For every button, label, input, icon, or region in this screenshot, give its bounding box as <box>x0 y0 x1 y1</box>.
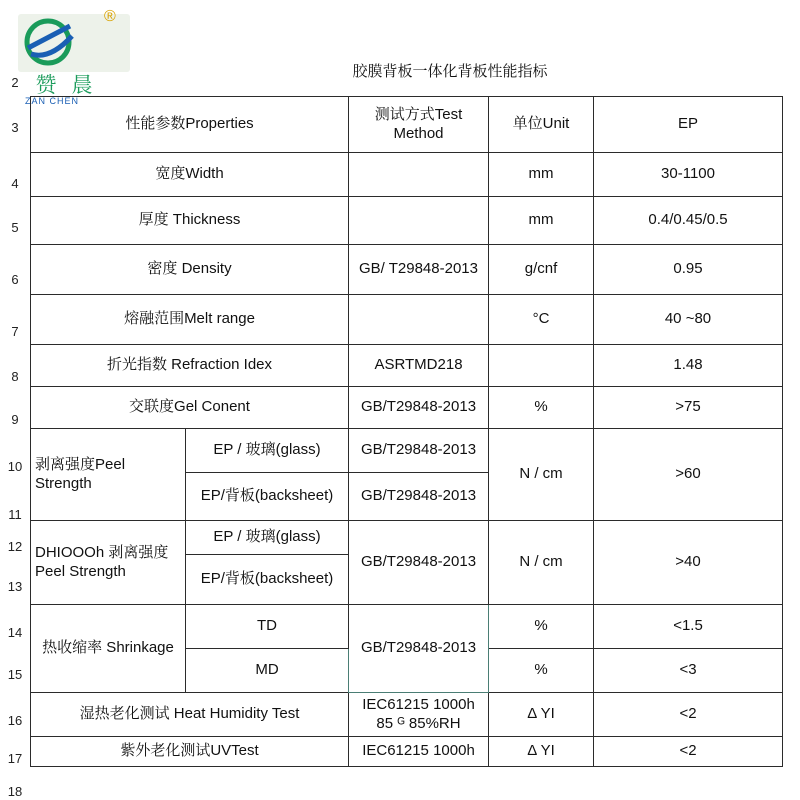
cell-unit: % <box>489 649 594 693</box>
cell-unit: mm <box>489 153 594 197</box>
row-number[interactable]: 8 <box>11 368 19 384</box>
row-number[interactable]: 16 <box>7 712 23 728</box>
header-properties: 性能参数Properties <box>31 97 349 153</box>
cell-ep: 0.95 <box>594 245 783 295</box>
cell-unit: g/cnf <box>489 245 594 295</box>
header-unit: 单位Unit <box>489 97 594 153</box>
cell-ep: 0.4/0.45/0.5 <box>594 197 783 245</box>
cell-unit: % <box>489 605 594 649</box>
cell-method: GB/T29848-2013 <box>349 387 489 429</box>
cell-unit: % <box>489 387 594 429</box>
row-number[interactable]: 13 <box>7 578 23 594</box>
row-number[interactable]: 15 <box>7 666 23 682</box>
row-number[interactable]: 4 <box>11 175 19 191</box>
cell-ep: >75 <box>594 387 783 429</box>
cell-property: 密度 Density <box>31 245 349 295</box>
svg-text:赞: 赞 <box>35 74 57 97</box>
registered-trademark-icon: ® <box>104 8 116 25</box>
cell-property: 熔融范围Melt range <box>31 295 349 345</box>
table-row <box>31 693 783 737</box>
row-number[interactable]: 3 <box>11 119 19 135</box>
row-number[interactable]: 5 <box>11 219 19 235</box>
cell-ep: <2 <box>594 737 783 767</box>
row-number[interactable]: 2 <box>11 74 19 90</box>
cell-subproperty: MD <box>186 649 349 693</box>
cell-property: 厚度 Thickness <box>31 197 349 245</box>
cell-ep: <3 <box>594 649 783 693</box>
cell-unit: N / cm <box>489 521 594 605</box>
table-row <box>31 245 783 295</box>
cell-ep: <1.5 <box>594 605 783 649</box>
cell-method: GB/T29848-2013 <box>349 473 489 521</box>
cell-ep: 40 ~80 <box>594 295 783 345</box>
table-row <box>31 605 783 649</box>
cell-method: IEC61215 1000h <box>349 737 489 767</box>
cell-method: ASRTMD218 <box>349 345 489 387</box>
svg-text:ZAN CHEN: ZAN CHEN <box>24 96 80 106</box>
cell-ep: >60 <box>594 429 783 521</box>
row-number[interactable]: 12 <box>7 538 23 554</box>
row-number[interactable]: 9 <box>11 411 19 427</box>
cell-ep: 30-1100 <box>594 153 783 197</box>
svg-text:晨: 晨 <box>71 74 93 97</box>
cell-method: GB/ T29848-2013 <box>349 245 489 295</box>
table-row <box>31 387 783 429</box>
row-number[interactable]: 11 <box>8 506 22 522</box>
table-row <box>31 153 783 197</box>
cell-unit: Δ YI <box>489 693 594 737</box>
table-row <box>31 345 783 387</box>
cell-subproperty: EP/背板(backsheet) <box>186 555 349 605</box>
cell-method: GB/T29848-2013 <box>349 605 489 693</box>
cell-property: 宽度Width <box>31 153 349 197</box>
company-logo <box>18 14 130 106</box>
table-row <box>31 295 783 345</box>
header-ep: EP <box>594 97 783 153</box>
cell-method: GB/T29848-2013 <box>349 521 489 605</box>
row-number[interactable]: 7 <box>11 323 19 339</box>
cell-property: 剥离强度Peel Strength <box>31 429 186 521</box>
cell-unit: N / cm <box>489 429 594 521</box>
cell-unit: mm <box>489 197 594 245</box>
table-row <box>31 197 783 245</box>
cell-unit: °C <box>489 295 594 345</box>
page-title: 胶膜背板一体化背板性能指标 <box>352 63 548 80</box>
row-number[interactable]: 17 <box>7 750 23 766</box>
cell-ep: <2 <box>594 693 783 737</box>
cell-property: 紫外老化测试UVTest <box>31 737 349 767</box>
cell-property: DHIOOOh 剥离强度Peel Strength <box>31 521 186 605</box>
cell-ep: 1.48 <box>594 345 783 387</box>
cell-subproperty: EP / 玻璃(glass) <box>186 521 349 555</box>
row-number[interactable]: 6 <box>11 271 19 287</box>
cell-method: IEC61215 1000h 85 ᴳ 85%RH <box>349 693 489 737</box>
cell-property: 热收缩率 Shrinkage <box>31 605 186 693</box>
cell-subproperty: EP / 玻璃(glass) <box>186 429 349 473</box>
table-row <box>31 521 783 555</box>
cell-subproperty: EP/背板(backsheet) <box>186 473 349 521</box>
cell-method <box>349 153 489 197</box>
cell-unit <box>489 345 594 387</box>
cell-property: 交联度Gel Conent <box>31 387 349 429</box>
row-number-gutter <box>0 0 30 800</box>
header-test-method: 测试方式Test Method <box>349 97 489 153</box>
table-row <box>31 737 783 767</box>
performance-table <box>30 96 783 767</box>
cell-property: 折光指数 Refraction Idex <box>31 345 349 387</box>
cell-property: 湿热老化测试 Heat Humidity Test <box>31 693 349 737</box>
cell-ep: >40 <box>594 521 783 605</box>
cell-method <box>349 295 489 345</box>
cell-unit: Δ YI <box>489 737 594 767</box>
table-header-row <box>31 97 783 153</box>
row-number[interactable]: 10 <box>7 458 23 474</box>
cell-method: GB/T29848-2013 <box>349 429 489 473</box>
table-row <box>31 429 783 473</box>
cell-method <box>349 197 489 245</box>
row-number[interactable]: 18 <box>7 783 23 799</box>
row-number[interactable]: 14 <box>7 624 23 640</box>
cell-subproperty: TD <box>186 605 349 649</box>
